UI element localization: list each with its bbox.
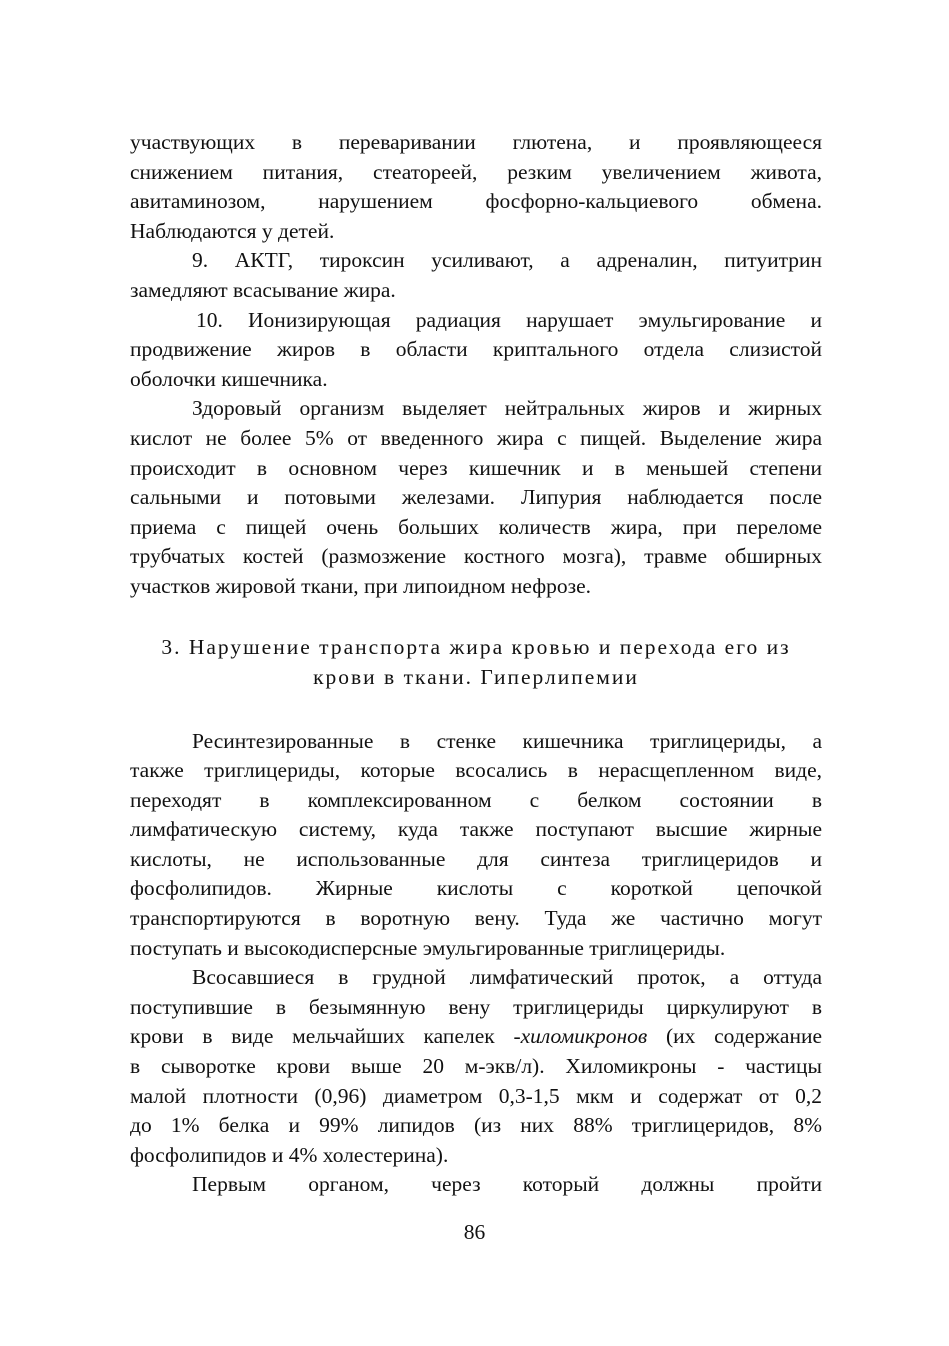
text-line: трубчатых костей (размозжение костного мозга), травме обширных bbox=[130, 544, 822, 569]
text-line: лимфатическую систему, куда также поступают высшие жирные bbox=[130, 817, 822, 842]
text-line: поступать и высокодисперсные эмульгированные триглицериды. bbox=[130, 935, 726, 960]
text-line: до 1% белка и 99% липидов (из них 88% триглицеридов, 8% bbox=[130, 1113, 822, 1138]
text-line: в сыворотке крови выше 20 м-экв/л). Хиломикроны - частицы bbox=[130, 1054, 822, 1079]
text-line: кислоты, не использованные для синтеза триглицеридов и bbox=[130, 846, 822, 871]
text-line: кислот не более 5% от введенного жира с пищей. Выделение жира bbox=[130, 425, 822, 450]
text-line: 9. АКТГ, тироксин усиливают, а адреналин, питуитрин bbox=[192, 248, 822, 273]
text-line: сальными и потовыми железами. Липурия наблюдается после bbox=[130, 485, 822, 510]
text-line: снижением питания, стеатореей, резким увеличением живота, bbox=[130, 159, 822, 184]
text-line: Ресинтезированные в стенке кишечника триглицериды, а bbox=[192, 728, 822, 753]
text-line: авитаминозом, нарушением фосфорно-кальциевого обмена. bbox=[130, 189, 822, 214]
heading-line: 3. Нарушение транспорта жира кровью и перехода его из bbox=[161, 634, 791, 659]
text-line: участков жировой ткани, при липоидном нефрозе. bbox=[130, 573, 592, 598]
text-segment: (их содержание bbox=[647, 1024, 822, 1049]
text-line: приема с пищей очень больших количеств жира, при переломе bbox=[130, 514, 822, 539]
text-line: Здоровый организм выделяет нейтральных жиров и жирных bbox=[192, 396, 822, 421]
text-segment: крови в виде мельчайших капелек - bbox=[130, 1024, 521, 1049]
paragraph-item-10 bbox=[130, 306, 822, 395]
heading-line: крови в ткани. Гиперлипемии bbox=[313, 664, 639, 689]
text-line: продвижение жиров в области криптального отдела слизистой bbox=[130, 337, 822, 362]
text-line: переходят в комплексированном с белком состоянии в bbox=[130, 787, 822, 812]
text-line: Всосавшиеся в грудной лимфатический проток, а оттуда bbox=[192, 965, 822, 990]
paragraph-item-9 bbox=[130, 246, 822, 305]
text-line: участвующих в переваривании глютена, и проявляющееся bbox=[130, 130, 822, 154]
text-line: транспортируются в воротную вену. Туда же частично могут bbox=[130, 906, 822, 931]
text-line: Наблюдаются у детей. bbox=[130, 218, 335, 243]
page-number: 86 bbox=[463, 1220, 486, 1244]
page-body bbox=[130, 128, 822, 1200]
paragraph-chylomicrons bbox=[130, 963, 822, 1170]
text-line: также триглицериды, которые всосались в нерасщепленном виде, bbox=[130, 758, 822, 783]
term-chylomicrons: хиломикронов bbox=[520, 1024, 648, 1049]
paragraph-resynthesized bbox=[130, 727, 822, 964]
text-line: происходит в основном через кишечник и в меньшей степени bbox=[130, 455, 822, 480]
text-line-with-term bbox=[130, 1022, 822, 1052]
text-line: оболочки кишечника. bbox=[130, 366, 328, 391]
text-line: фосфолипидов и 4% холестерина). bbox=[130, 1142, 449, 1167]
paragraph-gluten bbox=[130, 128, 822, 246]
paragraph-first-organ bbox=[130, 1170, 822, 1200]
text-line: 10. Ионизирующая радиация нарушает эмульгирование и bbox=[196, 307, 822, 332]
section-heading bbox=[130, 632, 822, 692]
paragraph-healthy-organism bbox=[130, 394, 822, 601]
text-line: фосфолипидов. Жирные кислоты с короткой цепочкой bbox=[130, 876, 822, 901]
text-line: поступившие в безымянную вену триглицериды циркулируют в bbox=[130, 994, 822, 1019]
text-line: замедляют всасывание жира. bbox=[130, 277, 396, 302]
text-line: малой плотности (0,96) диаметром 0,3-1,5 мкм и содержат от 0,2 bbox=[130, 1083, 822, 1108]
text-line: Первым органом, через который должны пройти bbox=[192, 1172, 822, 1197]
